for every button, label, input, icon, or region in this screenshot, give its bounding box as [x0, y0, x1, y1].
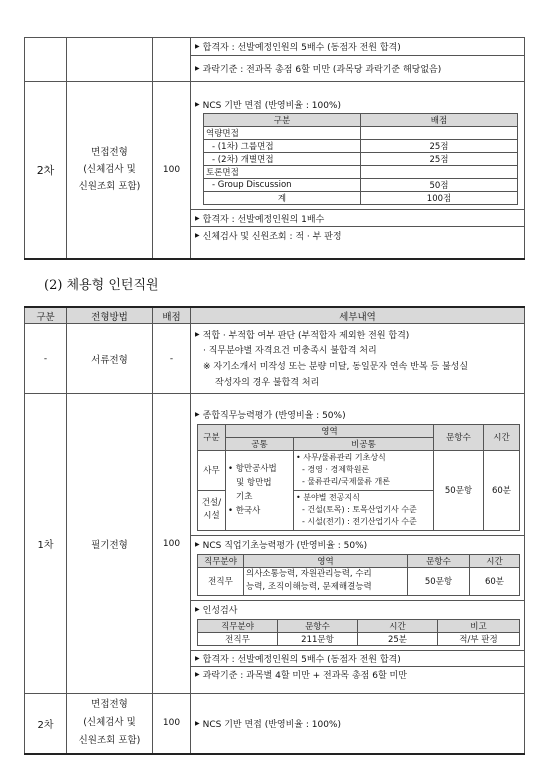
triangle-bullet-icon: ▶ [195, 101, 200, 109]
method-cell: 면접전형 (신체검사 및 신원조회 포함) [67, 82, 153, 259]
prev-pass-line: ▶ 합격자 : 선발예정인원의 5배수 (동점자 전원 합격) [191, 38, 524, 56]
table-row: 1차 필기전형 100 ▶ 종합직무능력평가 (반영비율 : 50%) 구분 영역 문항수 시간 공통 비공통 사무 • 항만공사법 및 항만법 기초 • 한국사 • 사무/물류관리 기초상식 - 경영 · 경제학원론 - 물류관리/국제물류 개론 50문항 60분 건설/ 시설 • 분야별 전공지식 - 건설(토목) : 토목산업기사 수준 - 시설(전기) : 전기산업기사 수준 ▶ NCS 직업기초능력평가 (반영비율 : 50%) 직무분야 영역 문항수 시간 전직무 의사소통능력, 자원관리능력, 수리 능력, 조직이해능력, 문제해결능력 50문항 60분 ▶ 인성검사 직무분야 문항수 시간 비고 전직무 211문항 25분 적/부 판정 ▶ 합격자 : 선발예정인원의 5배수 (동점자 전원 합격) ▶ 과락기준 : 과목별 4할 미만 + 전과목 총점 6할 미만 [25, 394, 525, 694]
row2-pass-line: ▶ 합격자 : 선발예정인원의 1배수 [191, 210, 524, 227]
score-cell: 100 [153, 82, 191, 259]
triangle-bullet-icon: ▶ [195, 654, 200, 662]
prev-fail-line: ▶ 과락기준 : 전과목 총점 6할 미만 (과목당 과락기준 해당없음) [195, 65, 442, 75]
written-fail-line: ▶ 과락기준 : 과목별 4할 미만 + 전과목 총점 6할 미만 [195, 670, 407, 681]
table-row: - 서류전형 - ▶ 적합 · 부적합 여부 판단 (부적합자 제외한 전원 합격) · 직무분야별 자격요건 미충족시 불합격 처리 ※ 자기소개서 미작성 또는 분량 미달, 동일문자 연속 반복 등 불성실 작성자의 경우 불합격 처리 [25, 324, 525, 394]
triangle-bullet-icon: ▶ [195, 606, 200, 613]
triangle-bullet-icon: ▶ [195, 541, 200, 548]
triangle-bullet-icon: ▶ [195, 670, 200, 678]
ncs-written-title: ▶ NCS 직업기초능력평가 (반영비율 : 50%) [195, 541, 368, 551]
ncs-interview-title: ▶ NCS 기반 면접 (반영비율 : 100%) [195, 101, 341, 112]
top-selection-table [24, 37, 525, 260]
triangle-bullet-icon: ▶ [195, 214, 200, 222]
personality-title: ▶ 인성검사 [195, 606, 238, 616]
written-pass-line: ▶ 합격자 : 선발예정인원의 5배수 (동점자 전원 합격) [191, 651, 524, 667]
ncs-written-table: 직무분야 영역 문항수 시간 전직무 의사소통능력, 자원관리능력, 수리 능력, 조직이해능력, 문제해결능력 50문항 60분 [197, 554, 520, 596]
table-header-row: 구분 전형방법 배점 세부내역 [25, 307, 525, 324]
triangle-bullet-icon: ▶ [195, 43, 200, 50]
triangle-bullet-icon: ▶ [195, 331, 200, 338]
interview-ncs-title: ▶ NCS 기반 면접 (반영비율 : 100%) [195, 719, 341, 730]
comp-title: ▶ 종합직무능력평가 (반영비율 : 50%) [195, 411, 346, 421]
table-row: 2차 면접전형 (신체검사 및 신원조회 포함) 100 ▶ NCS 기반 면접 (반영비율 : 100%) [25, 694, 525, 754]
section-title: (2) 체용형 인턴직원 [44, 278, 159, 293]
triangle-bullet-icon: ▶ [195, 719, 200, 727]
stage-label: 2차 [25, 82, 67, 259]
personality-table: 직무분야 문항수 시간 비고 전직무 211문항 25분 적/부 판정 [197, 619, 520, 646]
comp-test-table: 구분 영역 문항수 시간 공통 비공통 사무 • 항만공사법 및 항만법 기초 • 한국사 • 사무/물류관리 기초상식 - 경영 · 경제학원론 - 물류관리/국제물류 개론 50문항 60분 건설/ 시설 • 분야별 전공지식 - 건설(토목) : 토목산업기사 수준 - 시설(전기) : 전기산업기사 수준 [197, 424, 520, 531]
intern-selection-table [24, 306, 525, 755]
triangle-bullet-icon: ▶ [195, 411, 200, 418]
interview-score-table: 구분 배점 역량면접 - (1차) 그룹면접 25점 - (2차) 개별면접 25점 토론면접 - Group Discussion 50점 계 100점 [203, 113, 518, 205]
row2-check-line: ▶ 신체검사 및 신원조회 : 적 · 부 판정 [195, 231, 342, 242]
triangle-bullet-icon: ▶ [195, 65, 200, 72]
triangle-bullet-icon: ▶ [195, 231, 200, 239]
